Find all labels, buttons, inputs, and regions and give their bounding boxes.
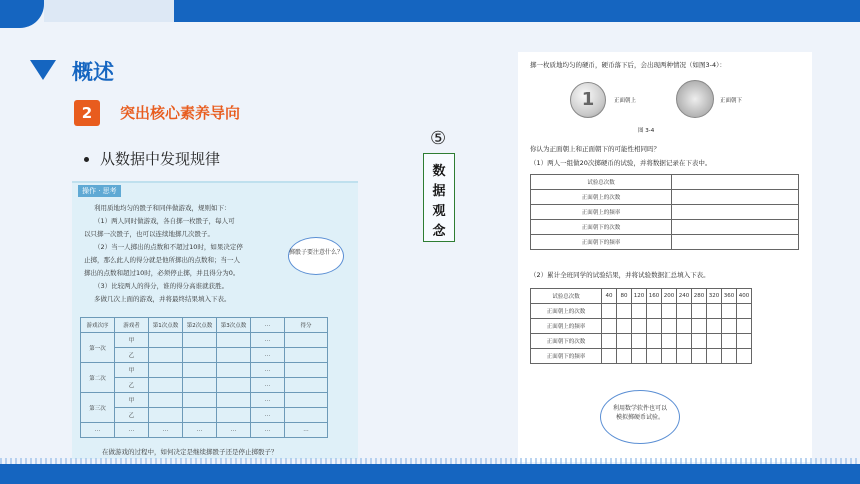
coin-tails-icon bbox=[676, 80, 714, 118]
question-3: （2）累计全班同学的试验结果，并将试验数据汇总填入下表。 bbox=[530, 271, 710, 279]
page-title: 概述 bbox=[72, 60, 114, 84]
thought-cloud: 掷骰子要注意什么？ bbox=[288, 237, 344, 275]
row-label: 试验总次数 bbox=[531, 175, 672, 190]
count-cell: 200 bbox=[662, 289, 677, 304]
count-cell: 120 bbox=[632, 289, 647, 304]
activity-tag: 操作 · 思考 bbox=[78, 185, 121, 197]
ellipsis: … bbox=[115, 423, 149, 438]
coin-table-1 bbox=[530, 174, 799, 250]
textbook-page-right bbox=[518, 52, 812, 462]
row-label: 正面朝下的频率 bbox=[531, 235, 672, 250]
player-label: 乙 bbox=[115, 378, 149, 393]
count-cell: 320 bbox=[707, 289, 722, 304]
ellipsis: … bbox=[251, 363, 285, 378]
ellipsis: … bbox=[81, 423, 115, 438]
player-label: 甲 bbox=[115, 333, 149, 348]
row-label: 正面朝上的频率 bbox=[531, 319, 602, 334]
question-2: （1）两人一组做20次掷硬币的试验，并将数据记录在下表中。 bbox=[530, 159, 712, 167]
text-line: （2）当一人掷出的点数和不超过10时，如果决定停 bbox=[94, 243, 243, 251]
note-char: 念 bbox=[432, 224, 446, 239]
count-cell: 40 bbox=[602, 289, 617, 304]
count-cell: 240 bbox=[677, 289, 692, 304]
section-title: 突出核心素养导向 bbox=[120, 104, 241, 122]
round-label: 第一次 bbox=[81, 333, 115, 363]
ellipsis: … bbox=[251, 333, 285, 348]
question-text: 在做游戏的过程中，如何决定是继续掷骰子还是停止掷骰子？ bbox=[102, 448, 278, 456]
round-label: 第三次 bbox=[81, 393, 115, 423]
player-label: 甲 bbox=[115, 393, 149, 408]
note-char: 观 bbox=[432, 204, 446, 219]
table-header: 游戏次序 bbox=[81, 318, 115, 333]
tails-label: 正面朝下 bbox=[720, 98, 743, 104]
table-header: 第2次点数 bbox=[183, 318, 217, 333]
heads-label: 正面朝上 bbox=[614, 98, 637, 104]
vertical-note-box bbox=[423, 153, 455, 242]
textbook-page-left bbox=[72, 181, 358, 459]
player-label: 乙 bbox=[115, 408, 149, 423]
ellipsis: … bbox=[251, 393, 285, 408]
question-1: 你认为正面朝上和正面朝下的可能性相同吗？ bbox=[530, 145, 660, 153]
text-line: 止掷，那么此人的得分就是他所掷出的点数和；当一人 bbox=[84, 256, 240, 264]
section-number-badge: 2 bbox=[74, 100, 100, 126]
note-char: 数 bbox=[432, 164, 446, 179]
text-line: 掷出的点数和超过10时，必须停止掷，并且得分为0。 bbox=[84, 269, 240, 277]
ellipsis: … bbox=[251, 423, 285, 438]
ellipsis: … bbox=[149, 423, 183, 438]
text-line: 利用质地均匀的骰子和同伴做游戏，规则如下： bbox=[94, 204, 231, 212]
title-triangle-icon bbox=[30, 60, 56, 80]
count-cell: 80 bbox=[617, 289, 632, 304]
top-light-band bbox=[44, 0, 174, 22]
intro-text: 掷一枚质地均匀的硬币，硬币落下后，会出现两种情况（如图3-4）： bbox=[530, 61, 726, 69]
row-label: 正面朝下的次数 bbox=[531, 334, 602, 349]
top-left-accent bbox=[0, 0, 44, 28]
text-line: （3）比较两人的得分，谁的得分高谁就获胜。 bbox=[94, 282, 229, 290]
count-cell: 400 bbox=[737, 289, 752, 304]
table-header: 试验总次数 bbox=[531, 289, 602, 304]
ellipsis: … bbox=[183, 423, 217, 438]
game-table bbox=[80, 317, 328, 438]
ellipsis: … bbox=[251, 408, 285, 423]
figure-label: 图 3-4 bbox=[638, 128, 655, 134]
player-label: 乙 bbox=[115, 348, 149, 363]
bullet-text: 从数据中发现规律 bbox=[100, 150, 221, 168]
thought-cloud: 利用数学软件也可以模拟掷硬币试验。 bbox=[600, 390, 680, 444]
table-header: 得分 bbox=[285, 318, 328, 333]
round-label: 第二次 bbox=[81, 363, 115, 393]
bullet-dot-icon bbox=[84, 157, 89, 162]
ellipsis: … bbox=[251, 348, 285, 363]
row-label: 正面朝下的频率 bbox=[531, 349, 602, 364]
ellipsis: … bbox=[251, 378, 285, 393]
table-header: 游戏者 bbox=[115, 318, 149, 333]
text-line: 以只掷一次骰子，也可以连续地掷几次骰子。 bbox=[84, 230, 214, 238]
ellipsis: … bbox=[217, 423, 251, 438]
bottom-banner bbox=[0, 464, 860, 484]
row-label: 正面朝上的次数 bbox=[531, 304, 602, 319]
text-line: （1）两人同时做游戏，各自掷一枚骰子，每人可 bbox=[94, 217, 235, 225]
row-label: 正面朝上的次数 bbox=[531, 190, 672, 205]
table-header: 第1次点数 bbox=[149, 318, 183, 333]
table-header: 第3次点数 bbox=[217, 318, 251, 333]
ellipsis: … bbox=[285, 423, 328, 438]
note-char: 据 bbox=[432, 184, 446, 199]
coin-face-number: 1 bbox=[581, 89, 595, 110]
coin-table-2 bbox=[530, 288, 752, 364]
coin-heads-icon bbox=[570, 82, 606, 118]
row-label: 正面朝下的次数 bbox=[531, 220, 672, 235]
player-label: 甲 bbox=[115, 363, 149, 378]
text-line: 多做几次上面的游戏，并将最终结果填入下表。 bbox=[94, 295, 231, 303]
note-number: ⑤ bbox=[430, 128, 447, 149]
top-banner bbox=[174, 0, 860, 22]
count-cell: 360 bbox=[722, 289, 737, 304]
count-cell: 160 bbox=[647, 289, 662, 304]
table-header: … bbox=[251, 318, 285, 333]
row-label: 正面朝上的频率 bbox=[531, 205, 672, 220]
count-cell: 280 bbox=[692, 289, 707, 304]
